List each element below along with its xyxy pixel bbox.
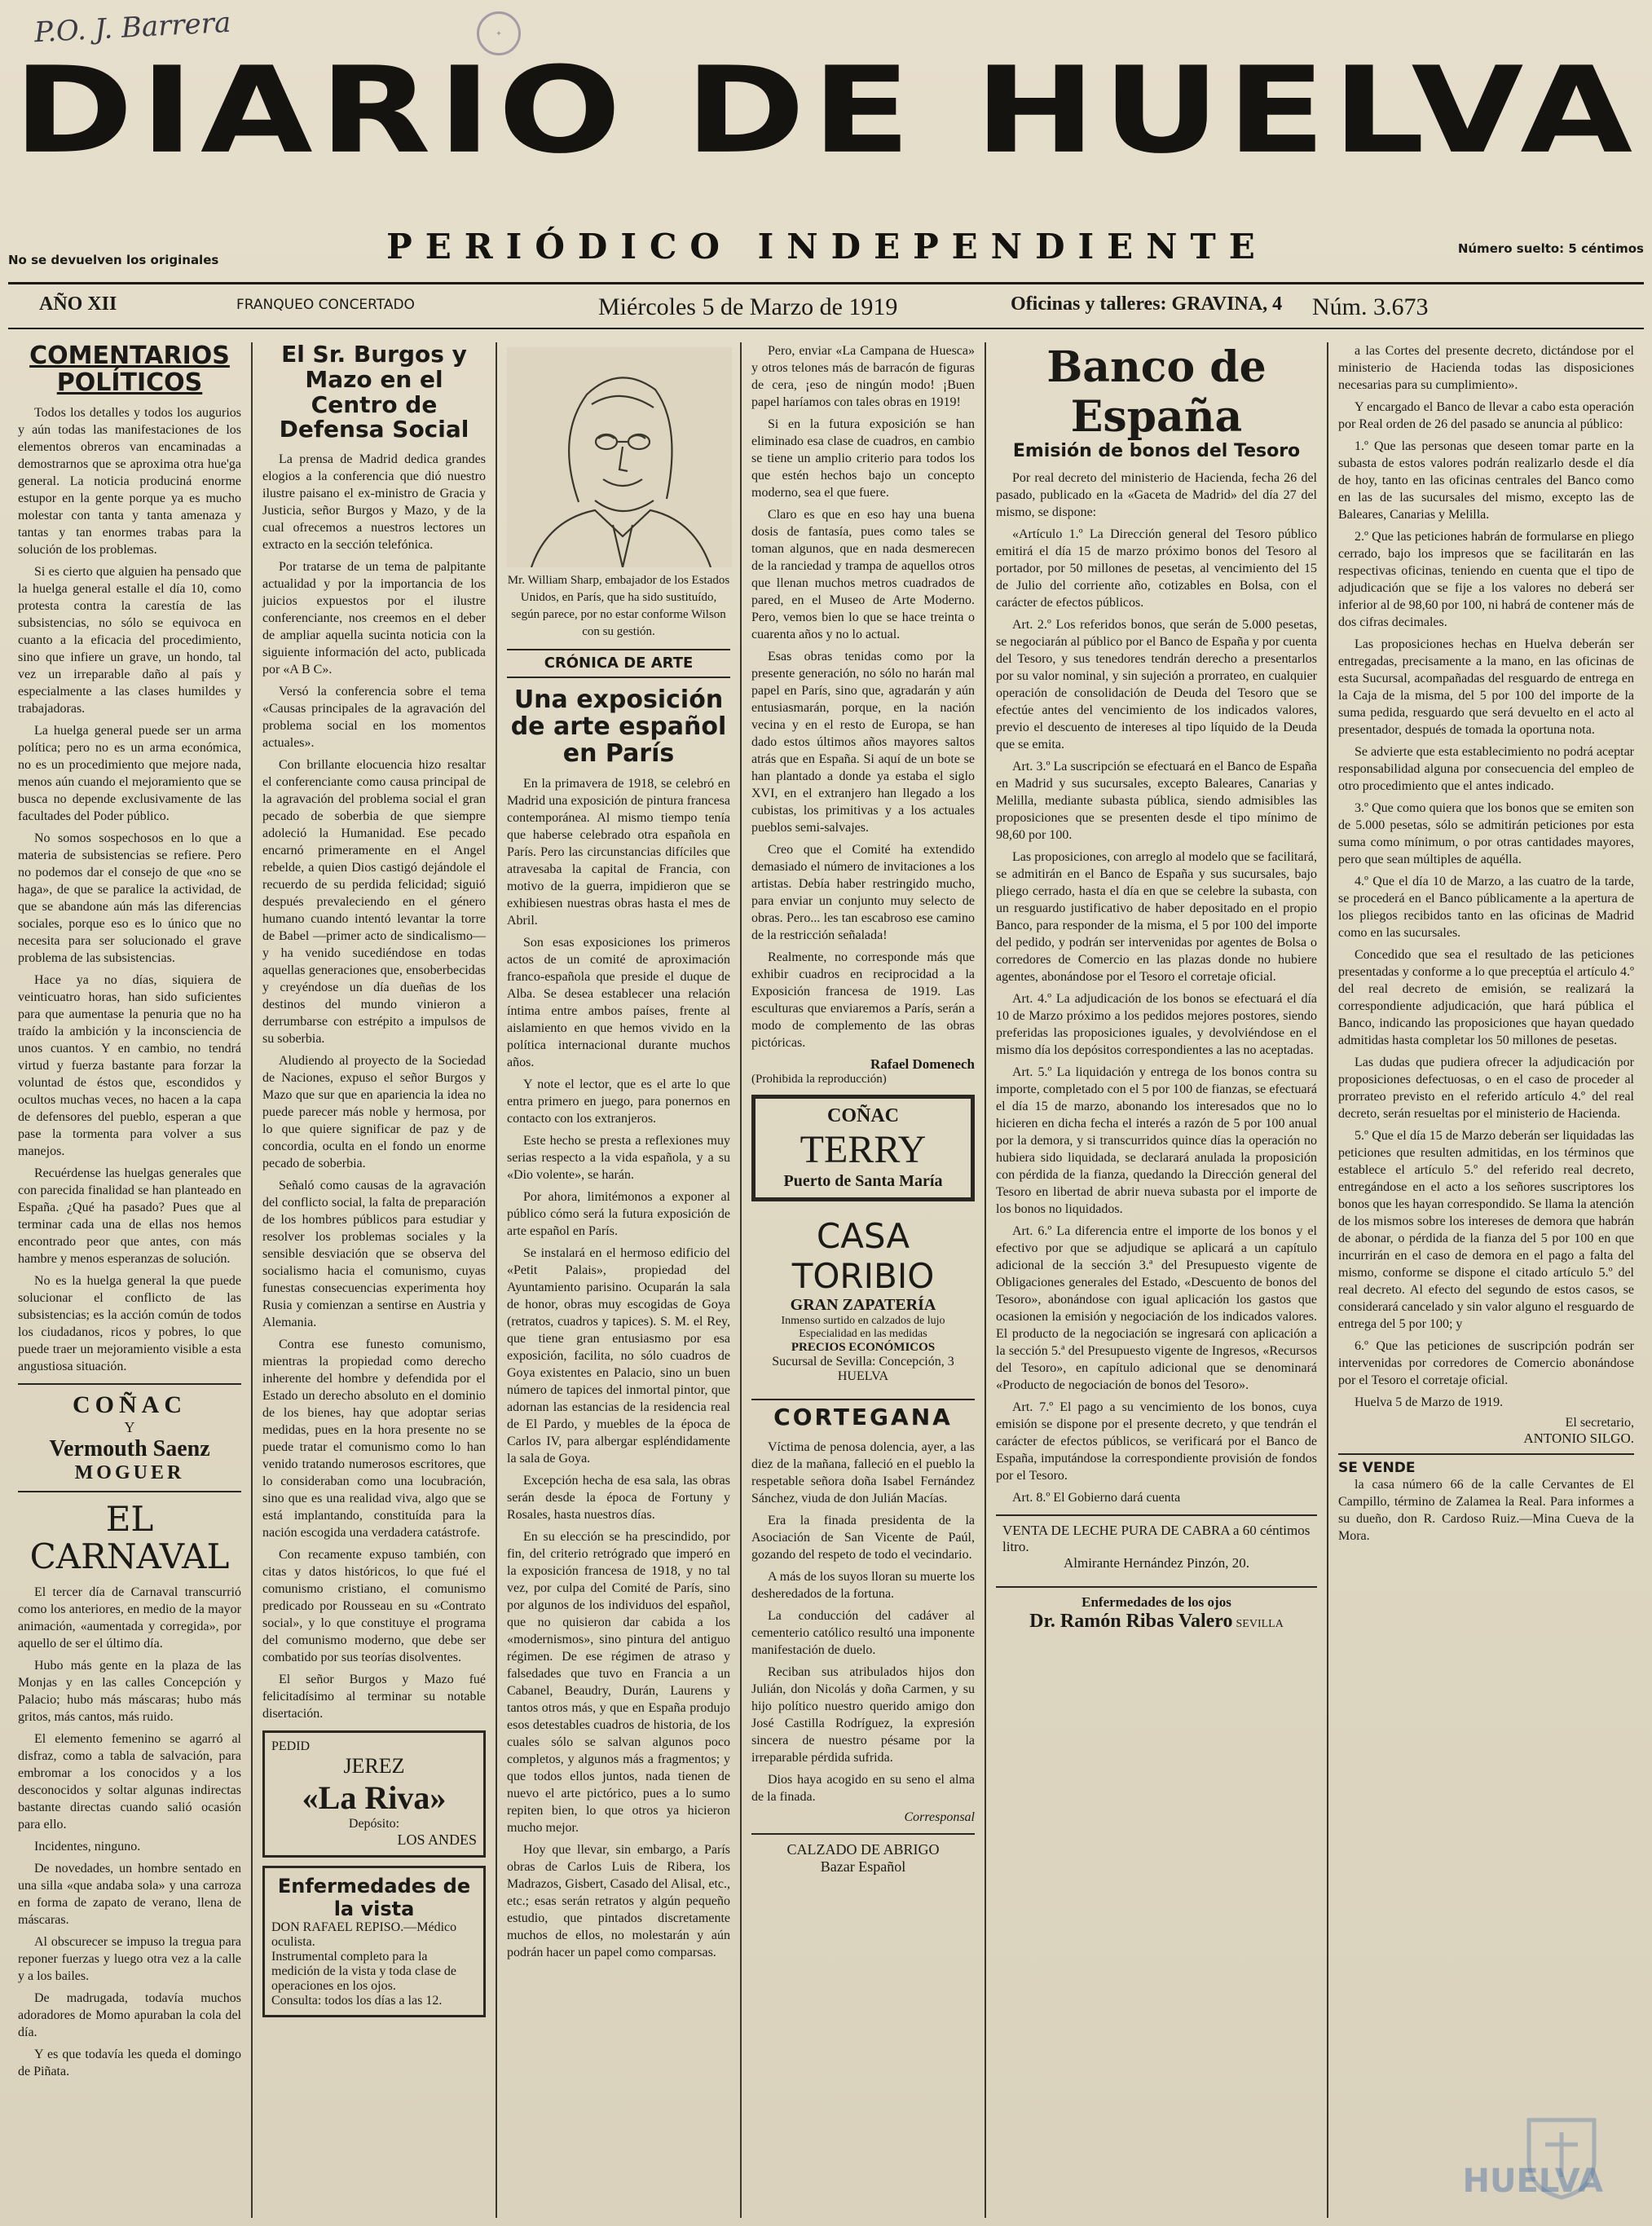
- carnaval-title: EL CARNAVAL: [29, 1499, 230, 1577]
- paragraph: Las proposiciones hechas en Huelva deberán ser entregadas, precisamente a la mano, en las oficinas de esta Sucursal, acompañadas del resguardo de entrega en la Caja de la misma, del 5 por 100 del importe de la suma pedida, resguardo que será devuelto en el acto al presentador, después de tomada la oportuna nota.: [1338, 637, 1634, 737]
- secretary-label: El secretario,: [1565, 1416, 1634, 1430]
- column-banco: [986, 342, 1328, 2218]
- ad-saenz: [18, 1383, 241, 1492]
- paragraph: Creo que el Comité ha extendido demasiado el número de invitaciones a los artistas. Debía haber restringido mucho, para enviar un conjunto muy selecto de obras. Pero... les tan escabroso ese camino de la restricción señalada!: [751, 843, 975, 942]
- column-politics: [8, 342, 253, 2218]
- paragraph: Versó la conferencia sobre el tema «Causas principales de la agravación del problema social en los momentos actuales».: [262, 685, 486, 751]
- ad-calzado: [751, 1833, 975, 1882]
- ad-line: Enfermedades de la vista: [277, 1875, 471, 1921]
- paragraph: Art. 5.º La liquidación y entrega de los bonos contra su importe, completado con el 5 por 100 de fianzas, se efectuará el día 15 de marzo, abonando los interesados que no lo hicieren en dicha fecha el interés a razón de 5 por 100 anual por la demora, y si transcurridos quince días la operación no hubiera sido liquidada, se declarará anulada la proposición con pérdida de la fianza, quedando la Dirección general del Tesoro en libertad de abrir nueva subasta por el importe de los bonos no liquidados.: [996, 1065, 1317, 1217]
- paragraph: Se instalará en el hermoso edificio del «Petit Palais», propiedad del Ayuntamiento parisino. Ocuparán la sala de honor, obras muy escogidas de Goya (retratos, cuadros y tapices). S. M. el Rey, que tiene gran entusiasmo por esa exposición, facilita, no sólo cuadros de Goya existentes en Palacio, sino un buen número de tapices del inmortal pintor, que adornan las estancias de la residencia real de El Pardo, y muebles de la época de Carlos IV, para albergar espléndidamente la sala de Goya.: [507, 1245, 730, 1466]
- subtitle: PERIÓDICO INDEPENDIENTE: [386, 227, 1268, 267]
- originals-note: No se devuelven los originales: [8, 253, 219, 267]
- paragraph: a las Cortes del presente decreto, dictándose por el ministerio de Hacienda todas las disposiciones necesarias para su cumplimiento».: [1338, 344, 1634, 392]
- paragraph: «Artículo 1.º La Dirección general del Tesoro público emitirá el día 15 de marzo próximo bonos del Tesoro al portador, por 50 millones de pesetas, al vencimiento del 15 de Julio del corriente año, cotizables en Bolsa, con el carácter de efectos públicos.: [996, 527, 1317, 610]
- paragraph: El señor Burgos y Mazo fué felicitadísimo al terminar su notable disertación.: [262, 1673, 486, 1721]
- ad-terry: [751, 1095, 975, 1201]
- ad-line: Almirante Hernández Pinzón, 20.: [1063, 1555, 1249, 1571]
- library-stamp-icon: ✦: [477, 11, 521, 55]
- ad-line: MOGUER: [74, 1462, 185, 1483]
- ad-line: CASA TORIBIO: [791, 1216, 935, 1296]
- paragraph: Por ahora, limitémonos a exponer al público cómo será la futura exposición de arte español en París.: [507, 1189, 730, 1238]
- dateline: [8, 290, 1644, 326]
- paragraph: Las proposiciones, con arreglo al modelo que se facilitará, se admitirán en el Banco de España y sus sucursales, bajo pliego cerrado, hasta el día en que se celebre la subasta, con un resguardo justificativo de haber depositado en el propio Banco, para responder de la misma, el 5 por 100 del importe del pedido, y podrán ser intervenidas por agentes de Bolsa o corredores de Comercio en las plazas donde no hubiere agentes, abonándose por el Tesoro el corretaje oficial.: [996, 850, 1317, 985]
- paragraph: Dios haya acogido en su seno el alma de la finada.: [751, 1772, 975, 1804]
- paragraph: Era la finada presidenta de la Asociación de San Vicente de Paúl, gozando del respeto de todo el vecindario.: [751, 1513, 975, 1562]
- ad-line: Inmenso surtido en calzados de lujo: [781, 1315, 945, 1327]
- paragraph: Contra ese funesto comunismo, mientras la propiedad como derecho inherente del hombre y defendida por el Estado un derecho absoluto en el dominio de los bienes, hay que adoptar serias medidas, pues en la hora presente no se puede tratar el comunismo como lo han venido tratando numerosos escritores, que lo consideraban como una locubración, sino que es una realidad viva, algo que se está implantando, constituída para la nación escogida una verdadera catástrofe.: [262, 1338, 486, 1541]
- paragraph: Pero, enviar «La Campana de Huesca» y otros telones más de barracón de figuras de cera, ¡eso de ningún modo! ¡Buen papel haríamos con tales obras en 1919!: [751, 344, 975, 409]
- ad-toribio: [751, 1210, 975, 1391]
- column-banco-continued: [1328, 342, 1644, 2218]
- price-note: Número suelto: 5 céntimos: [1457, 241, 1644, 256]
- paragraph: Claro es que en eso hay una buena dosis de fantasía, pues como tales se toman algunos, que en nada desmerecen de la ranciedad y trampa de aquellos otros que llenan muchos metros cuadrados de pared, en el Museo de Arte Moderno. Pero, vemos bien lo que se hace treinta o cuarenta años y no lo actual.: [751, 508, 975, 641]
- ad-line: Vermouth Saenz: [49, 1436, 210, 1461]
- ad-line: GRAN ZAPATERÍA: [790, 1296, 936, 1314]
- ad-line: TERRY: [800, 1128, 927, 1171]
- se-vende-title: SE VENDE: [1338, 1453, 1634, 1476]
- masthead: DIARIO DE HUELVA: [12, 41, 1640, 180]
- reproduction-note: (Prohibida la reproducción): [751, 1073, 887, 1086]
- paragraph: Si en la futura exposición se han eliminado esa clase de cuadros, en cambio se tiene un amplio criterio para todos los que estén hechos bajo un concepto moderno, sea el que fuere.: [751, 417, 975, 500]
- section-label: CRÓNICA DE ARTE: [507, 649, 730, 678]
- ad-line: Depósito:: [348, 1817, 400, 1831]
- ad-line: Instrumental completo para la medición de la vista y toda clase de operaciones en los ojos.: [271, 1950, 457, 1994]
- burgos-title: El Sr. Burgos y Mazo en el Centro de Defensa Social: [279, 341, 469, 443]
- paragraph: Al obscurecer se impuso la tregua para reponer fuerzas y luego otra vez a la calle y a los bailes.: [18, 1935, 241, 1984]
- paragraph: Se advierte que esta establecimiento no podrá aceptar responsabilidad alguna por consecuencia del empleo de otro procedimiento que el antes indicado.: [1338, 745, 1634, 793]
- ad-ojos: [996, 1586, 1317, 1639]
- paragraph: Art. 8.º El Gobierno dará cuenta: [1012, 1491, 1181, 1505]
- offices: Oficinas y talleres: GRAVINA, 4: [1011, 293, 1283, 315]
- paragraph: La prensa de Madrid dedica grandes elogios a la conferencia que dió nuestro ilustre paisano el ex-ministro de Gracia y Justicia, señor Burgos y Mazo, y de la cual ofrecemos a nuestros lectores un extracto en la sección telefónica.: [262, 452, 486, 553]
- paragraph: De madrugada, todavía muchos adoradores de Momo apuraban la cola del día.: [18, 1991, 241, 2040]
- banco-subtitle: Emisión de bonos del Tesoro: [1012, 441, 1301, 461]
- ad-line: «La Riva»: [302, 1779, 447, 1817]
- paragraph: El elemento femenino se agarró al disfraz, como a tabla de salvación, para embromar a los conocidos y a los desconocidos y soltar algunas indirectas bastante directas cuando salió ocasión para ello.: [18, 1732, 241, 1832]
- paragraph: Art. 6.º La diferencia entre el importe de los bonos y el efectivo por que se adjudique se aplicará a un capítulo adicional de la sección 3.ª del Presupuesto vigente de Obligaciones generales del Estado, «Descuento de bonos del Tesoro», abonándose con igual aplicación los gastos que ocasionen la emisión y negociación de los indicados valores. El producto de la negociación se ingresará con aplicación a la sección 5.ª del Presupuesto vigente de Ingresos, «Recursos del Tesoro», en capítulo adicional que se denominará «Producto de negociación de bonos del Tesoro».: [996, 1224, 1317, 1393]
- ad-line: HUELVA: [837, 1369, 889, 1383]
- paragraph: De novedades, un hombre sentado en una silla «que andaba sola» y una carroza en forma de zapato de verano, llena de máscaras.: [18, 1862, 241, 1928]
- article-signature: Rafael Domenech: [870, 1056, 975, 1072]
- paragraph: Este hecho se presta a reflexiones muy serias respecto a la vida española, y a su «Dio volente», se harán.: [507, 1133, 730, 1182]
- paragraph: 1.º Que las personas que deseen tomar parte en la subasta de estos valores podrán realizarlo desde el día de hoy, tanto en las oficinas centrales del Banco como en las de las sucursales del mismo, excepto las de Baleares, Canarias y Melilla.: [1338, 439, 1634, 522]
- paragraph: Por real decreto del ministerio de Hacienda, fecha 26 del pasado, publicado en la «Gaceta de Madrid» del día 27 del mismo, se dispone:: [996, 471, 1317, 520]
- paragraph: Incidentes, ninguno.: [34, 1840, 141, 1854]
- ad-line: Y: [124, 1419, 135, 1435]
- paragraph: Aludiendo al proyecto de la Sociedad de Naciones, expuso el señor Burgos y Mazo que sur que en apariencia la idea no puede parecer más noble y hermosa, por lo que quiere significar de paz y de concordia, oculta en el fondo un enorme pecado de soberbia.: [262, 1054, 486, 1171]
- paragraph: Hoy que llevar, sin embargo, a París obras de Carlos Luis de Ribera, los Madrazos, Gisbert, Casado del Alisal, etc., etc.; esas serán retratos y algún pequeño estudio, que pintados discretamente muchos de ellos, no molestarán y aún podrán hacer un papel como comparsas.: [507, 1842, 730, 1959]
- paragraph: Art. 3.º La suscripción se efectuará en el Banco de España en Madrid y sus sucursales, excepto Baleares, Canarias y Melilla, mediante subasta pública, siendo admisibles las proposiciones que se presenten desde el tipo mínimo de 98,60 por 100.: [996, 760, 1317, 843]
- ad-line: JEREZ: [343, 1754, 405, 1779]
- banco-title: Banco de España: [1046, 342, 1267, 442]
- paragraph: No es la huelga general la que puede solucionar el conflicto de las subsistencias; es la acción común de todos los ciudadanos, ricos y pobres, lo que puede traer un mejoramiento visible a esta angustiosa situación.: [18, 1274, 241, 1373]
- paragraph: Y note el lector, que es el arte lo que entra primero en juego, para ponernos en contacto con los extranjeros.: [507, 1077, 730, 1126]
- ad-leche: [996, 1514, 1317, 1578]
- paragraph: No somos sospechosos en lo que a materia de subsistencias se refiere. Pero no podemos dar el consejo de que «no se haga», de que se paralice la actividad, de que se abandone aún más las diferencias sociales, porque eso es lo único que no necesita para ser solucionado el grave problema de las subsistencias.: [18, 831, 241, 965]
- ad-line: Consulta: todos los días a las 12.: [271, 1994, 443, 2008]
- top-rule: [8, 282, 1644, 284]
- ad-line: Enfermedades de los ojos: [1082, 1594, 1231, 1611]
- paragraph: 6.º Que las peticiones de suscripción podrán ser intervenidas por corredores de Comercio abonándose por el Tesoro el corretaje oficial.: [1338, 1339, 1634, 1387]
- ad-line: PRECIOS ECONÓMICOS: [791, 1341, 936, 1354]
- franqueo: FRANQUEO CONCERTADO: [236, 297, 415, 313]
- paragraph: 2.º Que las peticiones habrán de formularse en pliego cerrado, bajo los impresos que se facilitarán en las respectivas oficinas, teniendo en cuenta que el tipo de adjudicación que se fije a los valores no deberá ser inferior al de 98,60 por 100, ni habrá de contener más de dos cifras decimales.: [1338, 530, 1634, 629]
- paragraph: La conducción del cadáver al cementerio católico resultó una imponente manifestación de duelo.: [751, 1608, 975, 1657]
- ad-line: SEVILLA: [1236, 1618, 1284, 1631]
- paragraph: En la primavera de 1918, se celebró en Madrid una exposición de pintura francesa contemporánea. Al mismo tiempo tenía que haberse celebrado otra española en París. Pero las circunstancias difíciles que atravesaba la capital de Francia, con motivo de la guerra, impidieron que se exhibiesen nuestras obras hasta el mes de Abril.: [507, 776, 730, 928]
- ad-line: COÑAC: [827, 1105, 899, 1126]
- paragraph: Reciban sus atribulados hijos don Julián, don Nicolás y doña Carmen, y su hijo político nuestro querido amigo don José Castilla Rodríguez, la expresión sincera de nuestro pésame por la irreparable pérdida sufrida.: [751, 1664, 975, 1765]
- ad-line: Bazar Español: [820, 1858, 906, 1875]
- paragraph: Recuérdense las huelgas generales que con parecida finalidad se han planteado en España. ¿Qué ha pasado? Pues que al terminar cada una de ellas nos hemos encontrado peor que antes, con más hambre y menos esperanzas de solución.: [18, 1166, 241, 1266]
- column-art: [497, 342, 742, 2218]
- portrait-sharp: [507, 347, 732, 567]
- ad-line: DON RAFAEL REPISO.—Médico oculista.: [271, 1920, 457, 1950]
- ad-line: CALZADO DE ABRIGO: [786, 1840, 940, 1858]
- paragraph: Hubo más gente en la plaza de las Monjas y en las calles Concepción y Palacio; hubo más máscaras; hubo más gritos, más cantos, más ruido.: [18, 1659, 241, 1725]
- paragraph: Con brillante elocuencia hizo resaltar el conferenciante como causa principal de la agravación del problema social el gran pecado de soberbia de que siempre adoleció la Humanidad. Ese pecado encarnó primeramente en el Angel rebelde, a quien Dios castigó dejándole el recuerdo de su perdida felicidad; siguió después prevaleciendo en el género humano cuando intentó levantar la torre de Babel —primer acto de sindicalismo— y ha venido sucediéndose en todas aquellas generaciones que, ensoberbecidas y creyéndose un día dueñas de los destinos del mundo vinieron a derrumbarse con estrépito a impulsos de su soberbia.: [262, 758, 486, 1047]
- column-art-continued: [742, 342, 986, 2218]
- correspondent: Corresponsal: [904, 1809, 975, 1824]
- ad-line: Dr. Ramón Ribas Valero: [1029, 1611, 1233, 1633]
- ad-vista: [262, 1866, 486, 2017]
- art-title: Una exposición de arte español en París: [510, 685, 727, 768]
- ad-line: COÑAC: [73, 1391, 187, 1418]
- paragraph: Art. 4.º La adjudicación de los bonos se efectuará el día 10 de Marzo próximo a los pedidos mejores postores, siendo preferidas las proposiciones iguales, y devolviéndose en el mismo día los depósitos correspondientes a las no aceptadas.: [996, 992, 1317, 1058]
- paragraph: Realmente, no corresponde más que exhibir cuadros en reciprocidad a la Exposición francesa de 1919. Las esculturas que enviaremos a París, serán a modo de complemento de las obras pictóricas.: [751, 950, 975, 1050]
- paragraph: Por tratarse de un tema de palpitante actualidad y por la importancia de los juicios expuestos por el ilustre conferenciante, nos creemos en el deber de ampliar aquella sucinta noticia con la siguiente información del acto, publicada por «A B C».: [262, 560, 486, 677]
- cortegana-title: CORTEGANA: [751, 1399, 975, 1430]
- secretary-name: ANTONIO SILGO.: [1523, 1430, 1634, 1446]
- paragraph: En su elección se ha prescindido, por fin, del criterio retrógrado que imperó en la exposición francesa de 1918, y no tal vez, por culpa del Comité de París, sino por algunos de los individuos del español, que no quisieron dar cabida a los «modernismos», sino pintura del antiguo régimen. De ese régimen de atraso y falsedades que tuvo en Francia a un Cabanel, Beaudry, Durán, Laurens y tantos otros más, y que en España produjo esos detestables cuadros de historia, de los cuales sólo se salvan algunos poco completos, y algunos más a fragmentos; y que todos ellos juntos, nada tienen de nuevo el arte pictórico, pues a lo sumo repiten bien, lo que otros ya hicieron mucho mejor.: [507, 1529, 730, 1835]
- ad-line: VENTA DE LECHE PURA DE CABRA a 60 céntimos litro.: [1002, 1523, 1311, 1555]
- paragraph: Esas obras tenidas como por la presente generación, no sólo no harán mal papel en París, sino que, agradarán y aún entusiasmarán, porque, en la nación vecina y en el resto de Europa, se han dado estos últimos años mayores saltos atrás que en España. Si aquí de un bote se han plantado a donde ya estaba el siglo XVI, en el extranjero han llegado a los cubistas, los primitivas y a los actuales pueblos semi-salvajes.: [751, 650, 975, 835]
- paragraph: 3.º Que como quiera que los bonos que se emiten son de 5.000 pesetas, sólo se admitirán peticiones por esta suma como mínimum, o por otras cantidades mayores, pero que sean múltiples de aquélla.: [1338, 801, 1634, 866]
- portrait-caption: Mr. William Sharp, embajador de los Estados Unidos, en París, que ha sido sustituído, según parece, por no estar conforme Wilson con su gestión.: [507, 574, 730, 638]
- paragraph: la casa número 66 de la calle Cervantes de El Campillo, término de Zalamea la Real. Para informes a su dueño, don R. Cardoso Ruiz.—Mina Cueva de la Mora.: [1338, 1478, 1634, 1543]
- paragraph: Huelva 5 de Marzo de 1919.: [1355, 1395, 1504, 1409]
- archive-watermark: HUELVA: [1462, 2162, 1603, 2200]
- issue-number: Núm. 3.673: [1312, 293, 1429, 320]
- bottom-rule: [8, 328, 1644, 329]
- ad-line: Especialidad en las medidas: [799, 1328, 927, 1340]
- paragraph: A más de los suyos lloran su muerte los desheredados de la fortuna.: [751, 1569, 975, 1601]
- paragraph: La huelga general puede ser un arma política; pero no es un arma económica, no es un procedimiento que mejore nada, menos aún cuando el mejoramiento que se busca no depende exclusivamente de las facultades del Poder público.: [18, 724, 241, 823]
- handwritten-note: P.O. J. Barrera: [33, 6, 232, 50]
- paragraph: Las dudas que pudiera ofrecer la adjudicación por proposiciones defectuosas, o en el caso de proceder al prorrateo previsto en el referido artículo 4.º del real decreto, serán resueltas por el ministerio de Hacienda.: [1338, 1056, 1634, 1121]
- paragraph: Y encargado el Banco de llevar a cabo esta operación por Real orden de 26 del pasado se anuncia al público:: [1338, 400, 1634, 431]
- paragraph: Señaló como causas de la agravación del conflicto social, la falta de preparación de los hombres públicos para estudiar y resolver los problemas sociales y la sensible desviación que se observa del socialismo hacia el comunismo, cuyas funestas consecuencias experimenta hoy Rusia y comienzan a sentirse en Austria y Alemania.: [262, 1179, 486, 1330]
- ad-line: LOS ANDES: [397, 1831, 477, 1849]
- ad-line: Puerto de Santa María: [783, 1172, 943, 1190]
- year: AÑO XII: [39, 293, 117, 315]
- paragraph: Son esas exposiciones los primeros actos de un comité de aproximación franco-española que preside el duque de Alba. Se desea establecer una relación íntima entre ambos países, frente al aislamiento en que hemos vivido en la política internacional durante muchos años.: [507, 935, 730, 1069]
- paragraph: Todos los detalles y todos los augurios y aún todas las manifestaciones de los elementos obreros van encaminadas a demostrarnos que se aproxima otra hue'ga general. La noticia produciná enorme estupor en la gente porque ya es mucho molestar con tanta y tanta amenaza y tantas y tan enormes trabas para la solución de los problemas.: [18, 406, 241, 557]
- paragraph: Art. 7.º El pago a su vencimiento de los bonos, cuya emisión se dispone por el presente decreto, y que tendrán el carácter de efectos públicos, se verificará por el Banco de España, imputándose la correspondiente provisión de fondos por el Tesoro.: [996, 1400, 1317, 1483]
- ad-la-riva: [262, 1730, 486, 1858]
- issue-date: Miércoles 5 de Marzo de 1919: [598, 293, 898, 320]
- ad-line: PEDID: [271, 1739, 311, 1754]
- paragraph: Víctima de penosa dolencia, ayer, a las diez de la mañana, falleció en el pueblo la respetable señora doña Isabel Fernández Sánchez, viuda de don Julián Macías.: [751, 1439, 975, 1505]
- paragraph: Excepción hecha de esa sala, las obras serán desde la época de Fortuny y Rosales, hasta nuestros días.: [507, 1473, 730, 1522]
- paragraph: Y es que todavía les queda el domingo de Piñata.: [18, 2047, 241, 2079]
- paragraph: Hace ya no días, siquiera de veinticuatro horas, han sido suficientes para que aumentase la penuria que no ha traído la ambición y la inconsciencia de unos cuantos. Y en cambio, no tendrá virtud y fuerza bastante para forzar la voluntad de éstos que, escondidos y ocultos muchas veces, no hacen a la capa de defensores del pueblo, esperan a que pase la tormenta para volver a sus manejos.: [18, 973, 241, 1158]
- paragraph: Concedido que sea el resultado de las peticiones presentadas y conforme a lo que preceptúa el artículo 4.º del real decreto de emisión, se realizará la correspondiente adjudicación, que hará pública el Banco, indicando las proposiciones que hayan quedado admitidas hasta completar los 50 millones de pesetas.: [1338, 948, 1634, 1047]
- politics-title: COMENTARIOS POLÍTICOS: [29, 342, 230, 397]
- paragraph: Art. 2.º Los referidos bonos, que serán de 5.000 pesetas, se negociarán al público por el Banco de España y por cuenta del Tesoro, y sus tenedores tendrán derecho a presentarlos por su valor nominal, y sin sujeción a prorrateo, en cualquier operación de consolidación de Deuda del Tesoro que se efectúe antes del vencimiento de los indicados valores, previo el descuento de intereses al tipo líquido de la Deuda que se emita.: [996, 618, 1317, 752]
- paragraph: Con recamente expuso también, con citas y datos históricos, lo que fué el comunismo cristiano, el comunismo predicado por Rousseau en su «Contrato social», y lo que constituye el programa del comunismo moderno, que debe ser combatido por sus teorías disolventes.: [262, 1548, 486, 1665]
- paragraph: Si es cierto que alguien ha pensado que la huelga general estalle el día 10, como protesta contra la carestía de las subsistencias, no sólo se equivoca en cuanto a la eficacia del procedimiento, sino que infiere un grave, un hondo, tal vez un irreparable daño al país y especialmente a las clases humildes y trabajadoras.: [18, 565, 241, 716]
- paragraph: El tercer día de Carnaval transcurrió como los anteriores, en medio de la mayor animación, «aumentada y corregida», por aquello de ser el último día.: [18, 1585, 241, 1651]
- paragraph: 5.º Que el día 15 de Marzo deberán ser liquidadas las peticiones que resulten admitidas, en los términos que establece el artículo 5.º del referido real decreto, entregándose en el acto a los señores suscriptores los bonos que les hayan correspondido. Se llama la atención de los mismos sobre los intereses de demora que habrán de abonar, o pérdida de la fianza del 5 por 100 en que incurrirán en el caso de demora en el pago a falta del mismo, conforme se dispone el citado artículo 5.º del real decreto. Al efecto del segundo de estos casos, se considerará cancelado y sin valor alguno el resguardo de entrega del 5 por 100; y: [1338, 1129, 1634, 1331]
- ad-line: Sucursal de Sevilla: Concepción, 3: [772, 1355, 954, 1369]
- paragraph: 4.º Que el día 10 de Marzo, a las cuatro de la tarde, se procederá en el Banco públicamente a la apertura de los pliegos recibidos tanto en las oficinas de Madrid como en las sucursales.: [1338, 875, 1634, 940]
- column-burgos: [253, 342, 497, 2218]
